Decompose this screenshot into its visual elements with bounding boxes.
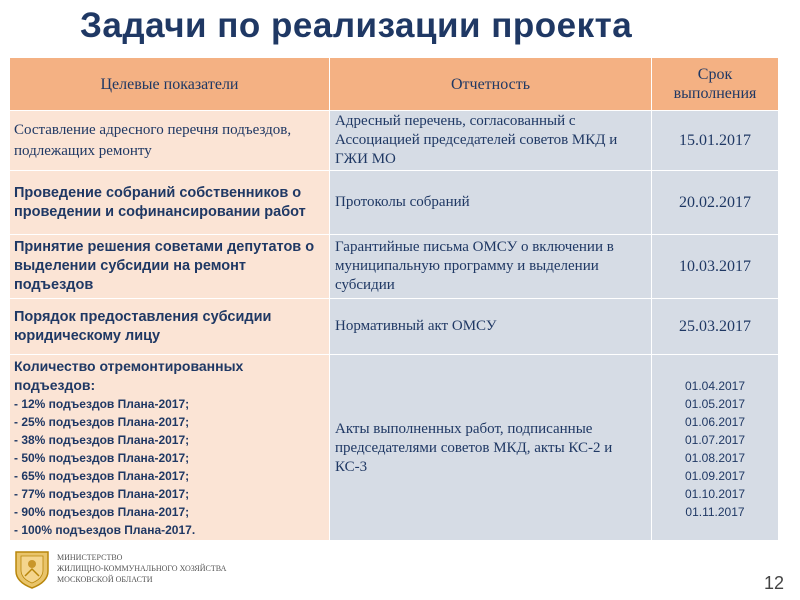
deadline-date: 01.07.2017 [684,432,746,447]
header-deadline: Срок выполнения [652,58,779,111]
deadline-cell: 20.02.2017 [652,171,779,235]
tasks-table [9,57,779,541]
report-cell: Гарантийные письма ОМСУ о включении в муниципальную программу и выделении субсидии [330,235,652,299]
ministry-line: МОСКОВСКОЙ ОБЛАСТИ [57,575,153,584]
indicator-cell: Проведение собраний собственников о проведении и софинансировании работ [10,171,330,235]
indicator-cell: Порядок предоставления субсидии юридическому лицу [10,299,330,355]
indicator-item: - 25% подъездов Плана-2017; [14,415,190,429]
deadline-date: 01.05.2017 [684,396,746,411]
indicator-title: Количество отремонтированных подъездов: [14,358,244,393]
deadline-date: 01.08.2017 [684,450,746,465]
indicator-item: - 77% подъездов Плана-2017; [14,487,190,501]
indicator-item: - 38% подъездов Плана-2017; [14,433,190,447]
deadline-date: 01.06.2017 [684,414,746,429]
deadline-cell: 15.01.2017 [652,111,779,171]
deadline-date: 01.09.2017 [684,468,746,483]
deadline-cell: 10.03.2017 [652,235,779,299]
deadline-cell: 25.03.2017 [652,299,779,355]
indicator-cell [10,355,330,541]
indicator-item: - 50% подъездов Плана-2017; [14,451,190,465]
report-cell: Протоколы собраний [330,171,652,235]
deadline-date: 01.04.2017 [684,378,746,393]
report-cell: Акты выполненных работ, подписанные председателями советов МКД, акты КС-2 и КС-3 [330,355,652,541]
deadline-cell [652,355,779,541]
deadline-date: 01.10.2017 [684,486,746,501]
indicator-item: - 90% подъездов Плана-2017; [14,505,190,519]
indicator-item: - 12% подъездов Плана-2017; [14,397,190,411]
header-indicators: Целевые показатели [10,58,330,111]
table-row [10,355,779,541]
indicator-item: - 100% подъездов Плана-2017. [14,523,196,537]
table-row [10,235,779,299]
report-cell: Нормативный акт ОМСУ [330,299,652,355]
coat-of-arms-logo [13,549,51,589]
table-header-row [10,58,779,111]
ministry-name [57,552,226,585]
report-cell: Адресный перечень, согласованный с Ассоциацией председателей советов МКД и ГЖИ МО [330,111,652,171]
page-title: Задачи по реализации проекта [80,6,633,45]
indicator-cell: Принятие решения советами депутатов о выделении субсидии на ремонт подъездов [10,235,330,299]
deadline-date: 01.11.2017 [685,504,745,519]
ministry-line: ЖИЛИЩНО-КОММУНАЛЬНОГО ХОЗЯЙСТВА [57,564,227,573]
table-row [10,111,779,171]
indicator-cell: Составление адресного перечня подъездов, подлежащих ремонту [10,111,330,171]
ministry-line: МИНИСТЕРСТВО [57,553,123,562]
page-number: 12 [763,573,784,593]
indicator-item: - 65% подъездов Плана-2017; [14,469,190,483]
table-row [10,171,779,235]
header-reporting: Отчетность [330,58,652,111]
table-row [10,299,779,355]
